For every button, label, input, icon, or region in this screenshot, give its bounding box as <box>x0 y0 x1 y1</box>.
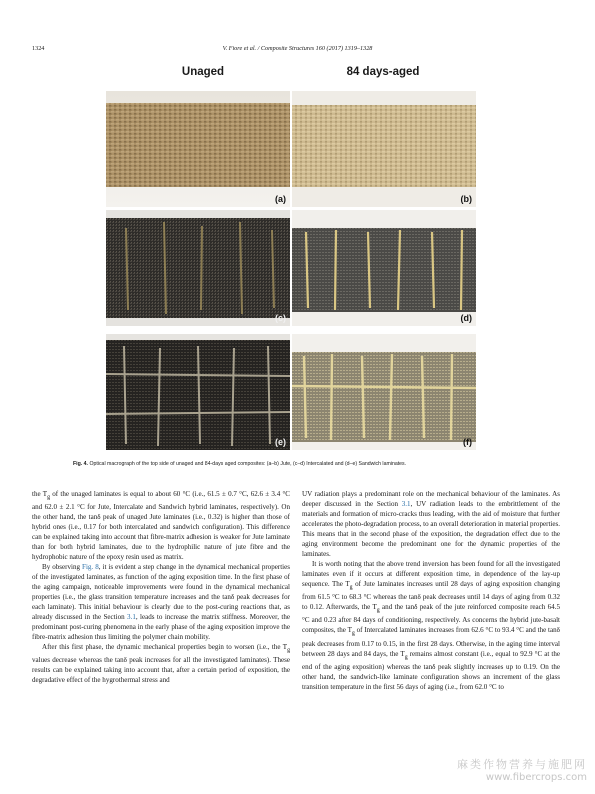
figure-panel-a <box>106 91 290 207</box>
journal-header: V. Fiore et al. / Composite Structures 160 (2017) 1319–1328 <box>222 45 373 52</box>
body-left-column <box>32 490 290 686</box>
watermark-url: www.fibercrops.com <box>485 772 587 783</box>
paragraph: It is worth noting that the above trend inversion has been found for all the investigated laminates even if it occurs at different exposition time, in dependence of the lay-up sequence. The $T_g$ of Jute laminates increases until 28 days of aging exposition changing from 61.5 °C to 68.3 °C whereas the tanδ peak decreases until 14 days of aging from 0.32 to 0.12. Afterwards, the $T_g$ and the tanδ peak of the jute reinforced composite reach 64.5 °C and 0.23 after 84 days of conditioning, respectively. As concerns the hybrid jute-basalt composites, the $T_g$ of Intercalated laminates increases from 62.6 °C to 93.4 °C and the tanδ peak decreases from 0.17 to 0.15, in the first 28 days. Otherwise, in the aging time interval between 28 days and 84 days, the $T_g$ remains almost constant (i.e., equal to 92.9 °C at the end of the aging exposition) whereas the tanδ peak slightly increases up to 0.19. On the other hand, the sandwich-like laminate configuration shows an increment of the glass transition temperature in the first 56 days of aging (i.e., from 62.0 °C to <box>302 559 560 691</box>
intercalated-aged-photo <box>292 210 476 326</box>
panel-label-c: (c) <box>275 313 286 323</box>
paragraph: the $T_g$ of the unaged laminates is equal to about 60 °C (i.e., 61.5 ± 0.7 °C, 62.6 ± 3.4 °C and 62.0 ± 2.1 °C for Jute, Intercalate and Sandwich hybrid laminates, respectively). On the other hand, the tanδ peak of unaged Jute laminates (i.e., 0.32) is higher than those of hybrid ones (i.e., 0.17 for both intercalated and sandwich configuration). This difference can be explained taking into account that fibre-matrix adhesion is weaker for Jute laminate than for both hybrid laminates, due to the hydrophilic nature of jute fibre and the hydrophobic nature of the epoxy resin used as matrix. <box>32 490 290 562</box>
jute-unaged-photo <box>106 91 290 207</box>
figure-panel-c <box>106 210 290 326</box>
figure-panel-b <box>292 91 476 207</box>
figure-panel-e <box>106 334 290 450</box>
figure-col-title-unaged: Unaged <box>181 66 225 78</box>
intercalated-unaged-photo <box>106 210 290 326</box>
body-right-column <box>302 490 560 693</box>
sandwich-unaged-photo <box>106 334 290 450</box>
figure-caption <box>73 461 543 467</box>
paragraph: By observing Fig. 8, it is evident a step change in the dynamical mechanical properties of the investigated laminates, as function of the aging exposition time. In the first phase of the aging campaign, noticeable improvements were found in the dynamical mechanical properties (i.e., the glass transition temperature increases and the tanδ peak decreases for each laminate). This initial behaviour is clearly due to the post-curing reactions that, as already discussed in the Section 3.1, leads to increase the matrix stiffness. Moreover, the predominant post-curing phenomena in the early phase of the aging exposition improve the fibre-matrix adhesion thus limiting the polymer chain mobility. <box>32 563 290 641</box>
figure-caption-text: Optical macrograph of the top side of unaged and 84-days aged composites: (a–b) Jute, (c–d) Intercalated and (d–e) Sandwich laminates. <box>89 461 407 467</box>
panel-label-d: (d) <box>460 313 472 323</box>
sandwich-aged-photo <box>292 334 476 450</box>
figure-col-title-aged: 84 days-aged <box>346 66 420 78</box>
figure-caption-label: Fig. 4. <box>73 461 88 467</box>
figure-panel-f <box>292 334 476 450</box>
panel-label-a: (a) <box>275 194 286 204</box>
jute-aged-photo <box>292 91 476 207</box>
figure-panel-d <box>292 210 476 326</box>
page-number: 1324 <box>32 45 45 52</box>
watermark-site-name: 麻类作物营养与施肥网 <box>457 758 587 771</box>
panel-label-b: (b) <box>460 194 472 204</box>
paragraph: UV radiation plays a predominant role on the mechanical behaviour of the laminates. As deeper discussed in the Section 3.1, UV radiation leads to the embrittlement of the materials and formation of micro-cracks thus leading, with the aid of moisture that further accelerates the photo-degradation process, to an overall deterioration in material properties. This means that in the second phase of the exposition, the degradation effect due to the aging environment become the predominant one for the dynamic properties of the laminates. <box>302 490 561 558</box>
panel-label-f: (f) <box>463 437 472 447</box>
panel-label-e: (e) <box>275 437 286 447</box>
paragraph: After this first phase, the dynamic mechanical properties begin to worsen (i.e., the $T_g$ values decrease whereas the tanδ peak increases for all the investigated laminates). These results can be explained taking into account that, after a certain period of exposition, the degradative effect of the hygrothermal stress and <box>32 642 290 684</box>
